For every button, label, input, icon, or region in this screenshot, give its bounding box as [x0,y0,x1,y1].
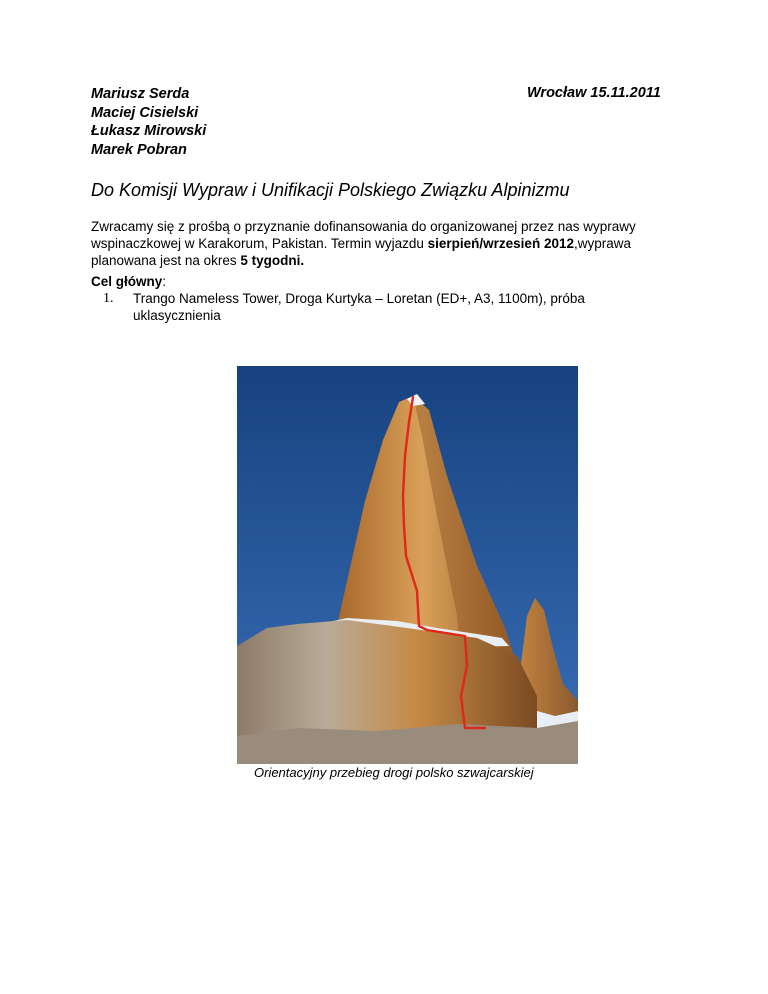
goal-item-line: Trango Nameless Tower, Droga Kurtyka – Loretan (ED+, A3, 1100m), próba [133,291,585,306]
main-goal-colon: : [162,274,167,289]
main-goal-title: Cel główny [91,274,163,289]
main-goal-label [91,273,691,290]
goal-item-line: uklasycznienia [133,308,221,323]
route-photo [237,366,578,764]
letter-heading: Do Komisji Wypraw i Unifikacji Polskiego Związku Alpinizmu [91,180,570,200]
author-name: Mariusz Serda [91,86,190,102]
intro-line: Zwracamy się z prośbą o przyznanie dofinansowania do organizowanej przez nas wyprawy [91,219,636,234]
list-number: 1. [103,291,114,306]
author-name: Marek Pobran [91,141,187,158]
expedition-duration: 5 tygodni. [240,253,305,268]
photo-caption: Orientacyjny przebieg drogi polsko szwajcarskiej [254,765,534,780]
intro-text: wspinaczkowej w Karakorum, Pakistan. Termin wyjazdu [91,236,428,251]
intro-paragraph [91,218,691,269]
intro-line [91,235,691,252]
departure-term: sierpień/wrzesień 2012 [427,236,574,251]
intro-text: planowana jest na okres [91,253,241,268]
main-goal-section [91,273,691,324]
author-name: Łukasz Mirowski [91,123,207,139]
mountain-photo [237,366,578,764]
goal-list-item [103,290,691,324]
goal-item-text [133,290,585,324]
intro-line [91,252,691,269]
author-list [91,85,206,159]
place-date: Wrocław 15.11.2011 [527,85,661,101]
intro-text: ,wyprawa [573,236,632,251]
author-name: Maciej Cisielski [91,104,199,121]
